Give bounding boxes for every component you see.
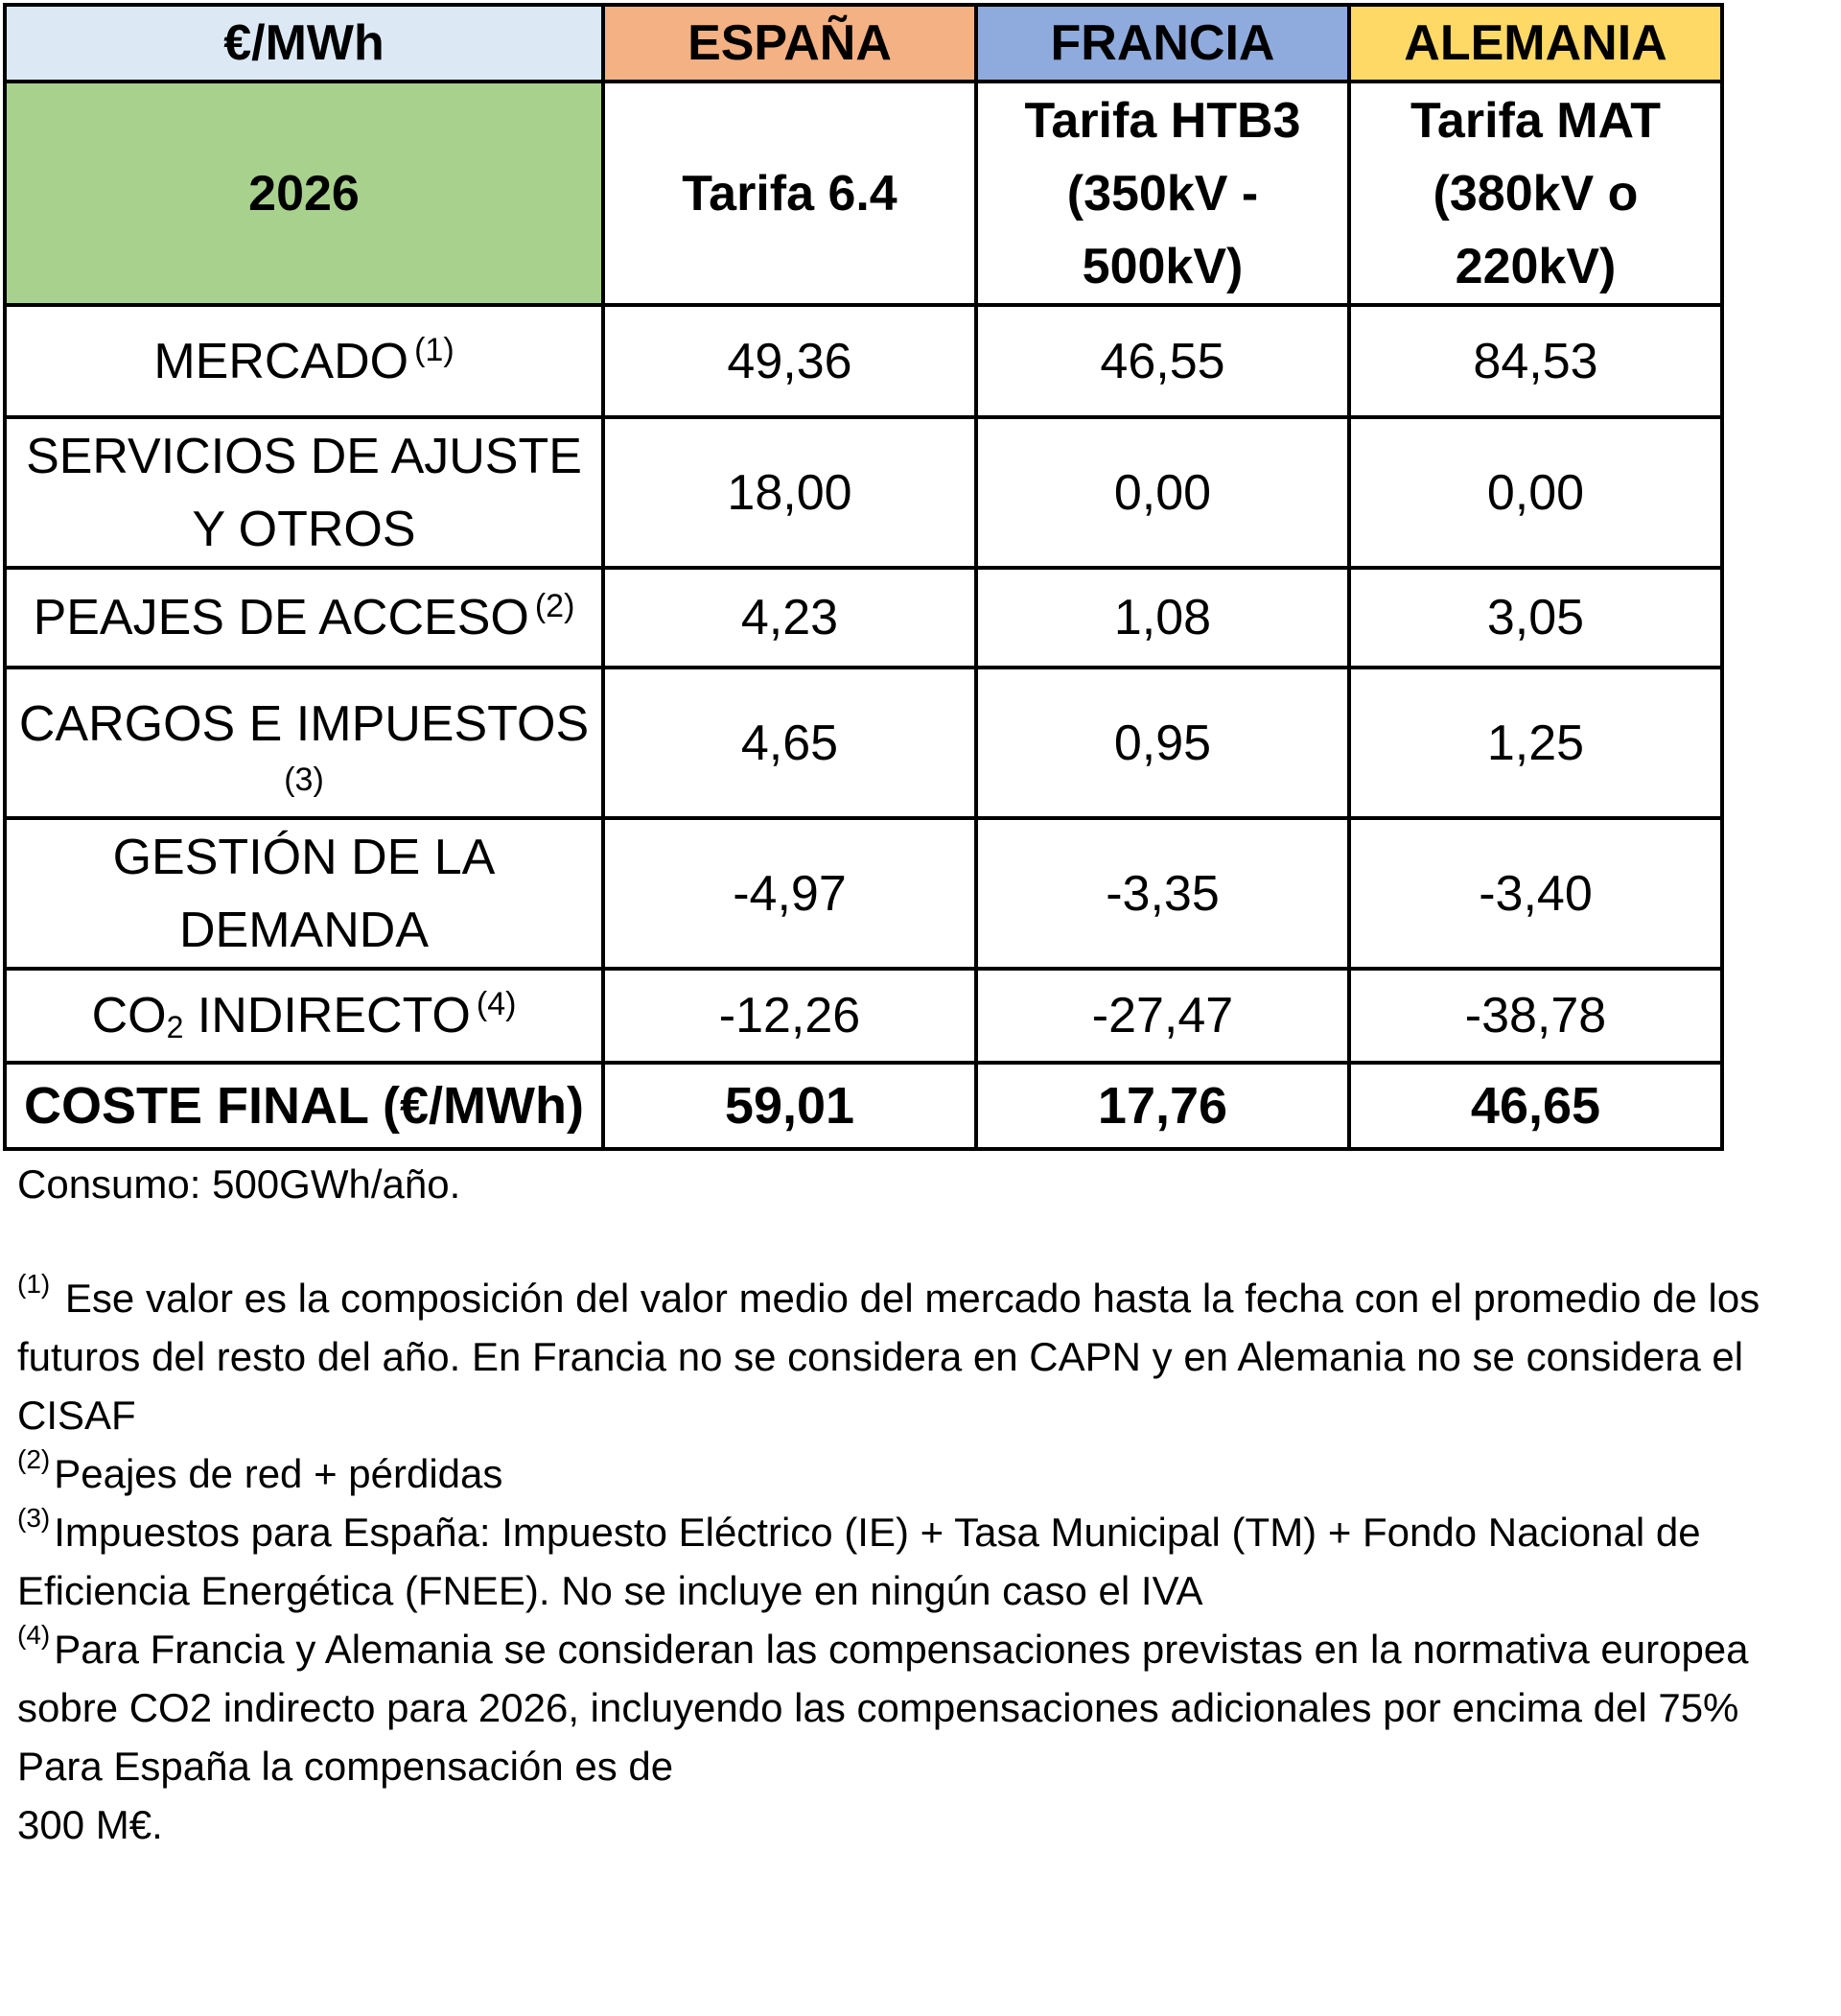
table-row: [5, 668, 1722, 818]
table-row: [5, 818, 1722, 969]
footnote-ref: (3): [284, 761, 324, 798]
table-row: [5, 417, 1722, 568]
value-germany: -38,78: [1349, 969, 1722, 1063]
row-label: [5, 417, 603, 568]
value-germany: 3,05: [1349, 568, 1722, 668]
row-label: [5, 818, 603, 969]
spacer: [17, 1213, 1820, 1269]
footnote-text: Impuestos para España: Impuesto Eléctrico (IE) + Tasa Municipal (TM) + Fondo Nacional de Eficiencia Energética (FNEE). No se incluye en ningún caso el IVA: [17, 1510, 1701, 1613]
row-label: [5, 568, 603, 668]
tariff-germany: Tarifa MAT (380kV o 220kV): [1349, 82, 1722, 305]
value-france: 0,00: [976, 417, 1349, 568]
value-spain: -4,97: [603, 818, 976, 969]
table-row: [5, 305, 1722, 417]
total-label: COSTE FINAL (€/MWh): [5, 1063, 603, 1149]
value-france: 46,55: [976, 305, 1349, 417]
tariff-row: [5, 82, 1722, 305]
footnote-text: Ese valor es la composición del valor medio del mercado hasta la fecha con el promedio de los futuros del resto del año. En Francia no se considera en CAPN y en Alemania no se considera el CISAF: [17, 1276, 1760, 1438]
unit-header: €/MWh: [5, 5, 603, 82]
total-germany: 46,65: [1349, 1063, 1722, 1149]
tariff-france: Tarifa HTB3 (350kV - 500kV): [976, 82, 1349, 305]
row-label-text: PEAJES DE ACCESO: [33, 590, 529, 645]
value-spain: 4,23: [603, 568, 976, 668]
footnote-text: Para Francia y Alemania se consideran las compensaciones previstas en la normativa europea sobre CO2 indirecto para 2026, incluyendo las compensaciones adicionales por encima del 75%: [17, 1627, 1749, 1730]
row-label-text: CO: [91, 988, 167, 1043]
country-header-france: FRANCIA: [976, 5, 1349, 82]
value-france: 0,95: [976, 668, 1349, 818]
footnote-ref: (2): [534, 588, 575, 624]
country-header-germany: ALEMANIA: [1349, 5, 1722, 82]
total-spain: 59,01: [603, 1063, 976, 1149]
footnote-marker: (4): [17, 1620, 51, 1650]
row-label-text: SERVICIOS DE AJUSTE Y OTROS: [26, 428, 582, 557]
footnote-text: Peajes de red + pérdidas: [54, 1451, 503, 1496]
value-france: -27,47: [976, 969, 1349, 1063]
row-label-text: MERCADO: [153, 333, 409, 389]
total-france: 17,76: [976, 1063, 1349, 1149]
value-germany: 84,53: [1349, 305, 1722, 417]
cost-comparison-table: [3, 3, 1724, 1151]
spain-compensation-amount: 300 M€.: [17, 1802, 163, 1847]
co2-subscript: 2: [166, 1010, 184, 1044]
footnote-1: [17, 1269, 1820, 1444]
value-spain: 18,00: [603, 417, 976, 568]
footnote-marker: (2): [17, 1444, 51, 1474]
table-row: [5, 568, 1722, 668]
value-germany: 1,25: [1349, 668, 1722, 818]
footnote-ref: (4): [476, 986, 517, 1022]
value-spain: 49,36: [603, 305, 976, 417]
consumption-note: Consumo: 500GWh/año.: [17, 1161, 461, 1207]
value-germany: 0,00: [1349, 417, 1722, 568]
row-label-text: INDIRECTO: [183, 988, 471, 1043]
row-label: [5, 305, 603, 417]
notes-section: [17, 1155, 1820, 1854]
total-row: [5, 1063, 1722, 1149]
row-label-text: CARGOS E IMPUESTOS: [18, 695, 590, 752]
value-spain: 4,65: [603, 668, 976, 818]
year-cell: 2026: [5, 82, 603, 305]
footnote-2: [17, 1444, 1820, 1503]
row-label-text: GESTIÓN DE LA DEMANDA: [112, 829, 496, 958]
value-france: 1,08: [976, 568, 1349, 668]
header-row: [5, 5, 1722, 82]
row-label: [5, 969, 603, 1063]
row-label: [5, 668, 603, 818]
footnote-ref: (1): [414, 331, 454, 368]
value-spain: -12,26: [603, 969, 976, 1063]
value-germany: -3,40: [1349, 818, 1722, 969]
country-header-spain: ESPAÑA: [603, 5, 976, 82]
value-france: -3,35: [976, 818, 1349, 969]
tariff-spain: Tarifa 6.4: [603, 82, 976, 305]
footnote-4: [17, 1620, 1820, 1737]
footnote-marker: (3): [17, 1503, 51, 1533]
table-row: [5, 969, 1722, 1063]
footnote-marker: (1): [17, 1269, 51, 1299]
spain-compensation-line: Para España la compensación es de: [17, 1744, 674, 1789]
footnote-3: [17, 1503, 1820, 1620]
